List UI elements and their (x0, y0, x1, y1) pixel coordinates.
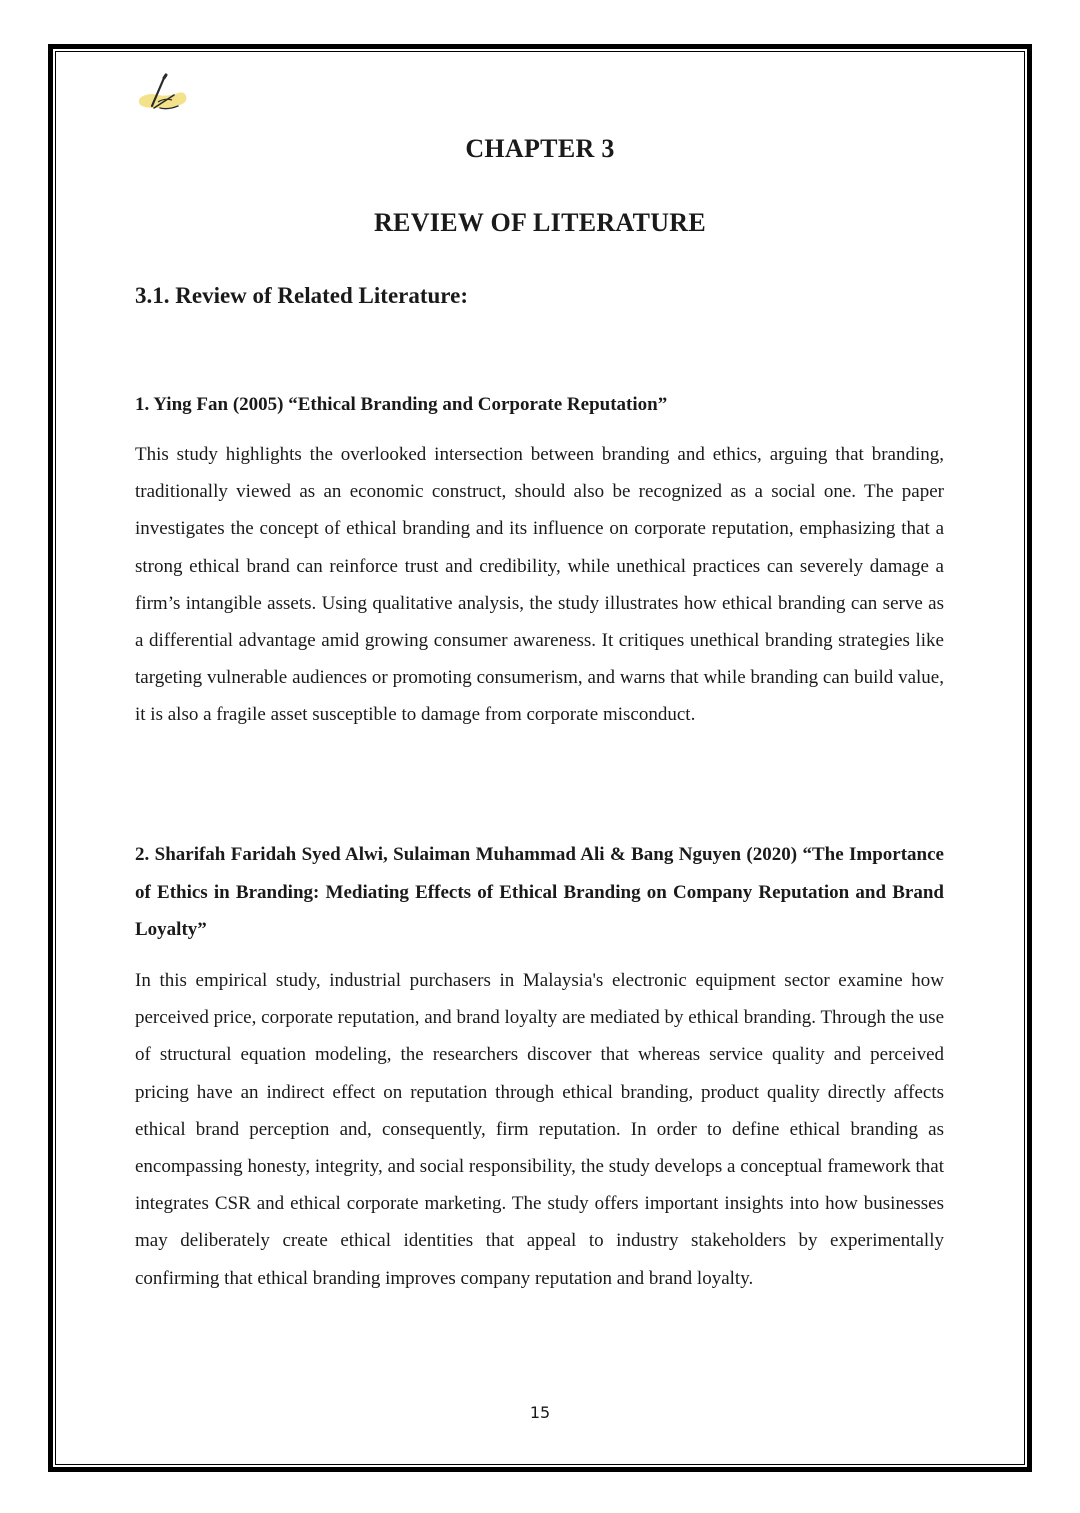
pen-writing-icon (134, 72, 190, 120)
literature-entry-title: 1. Ying Fan (2005) “Ethical Branding and Corporate Reputation” (135, 394, 668, 415)
chapter-title: CHAPTER 3 (465, 134, 615, 163)
page-number: 15 (529, 1403, 551, 1422)
literature-entry-body: In this empirical study, industrial purchasers in Malaysia's electronic equipment sector examine how perceived price, corporate reputation, and brand loyalty are mediated by ethical branding. Through the use of structural equation modeling, the researchers discover that whereas service quality and perceived pricing have an indirect effect on reputation through ethical branding, product quality directly affects ethical brand perception and, consequently, firm reputation. In order to define ethical branding as encompassing honesty, integrity, and social responsibility, the study develops a conceptual framework that integrates CSR and ethical corporate marketing. The study offers important insights into how businesses may deliberately create ethical identities that appeal to industry stakeholders by experimentally confirming that ethical branding improves company reputation and brand loyalty. (135, 970, 944, 1289)
section-heading: 3.1. Review of Related Literature: (135, 283, 468, 308)
literature-entry-title: 2. Sharifah Faridah Syed Alwi, Sulaiman Muhammad Ali & Bang Nguyen (2020) “The Importance of Ethics in Branding: Mediating Effects of Ethical Branding on Company Reputation and Brand Loyalty” (135, 844, 944, 940)
review-title: REVIEW OF LITERATURE (373, 208, 707, 237)
literature-entry-body: This study highlights the overlooked intersection between branding and ethics, arguing that branding, traditionally viewed as an economic construct, should also be recognized as a social one. The paper investigates the concept of ethical branding and its influence on corporate reputation, emphasizing that a strong ethical brand can reinforce trust and credibility, while unethical practices can severely damage a firm’s intangible assets. Using qualitative analysis, the study illustrates how ethical branding can serve as a differential advantage amid growing consumer awareness. It critiques unethical branding strategies like targeting vulnerable audiences or promoting consumerism, and warns that while branding can build value, it is also a fragile asset susceptible to damage from corporate misconduct. (135, 444, 944, 726)
